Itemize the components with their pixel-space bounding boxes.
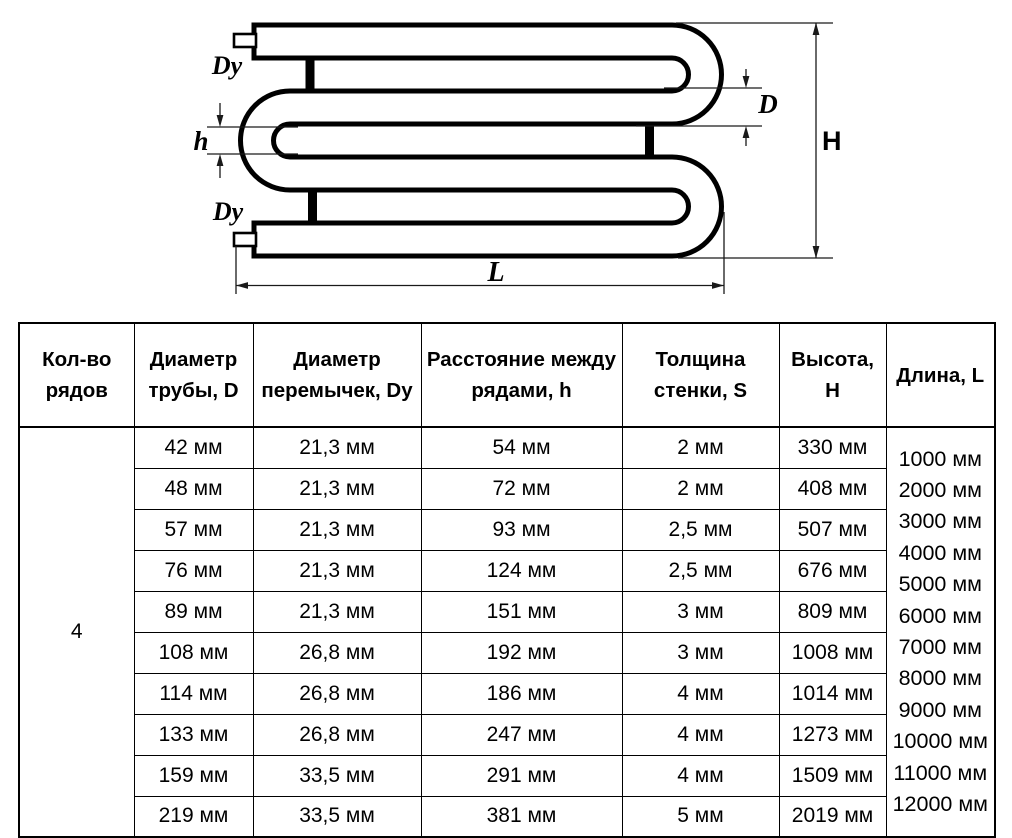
dimension-h xyxy=(207,103,298,178)
length-arrow-right-icon xyxy=(712,282,724,289)
cell-s: 3 мм xyxy=(622,632,779,673)
register-diagram xyxy=(0,0,1012,315)
cell-d: 48 мм xyxy=(134,468,253,509)
cell-d: 159 мм xyxy=(134,755,253,796)
table-row xyxy=(19,427,995,468)
cell-dy: 26,8 мм xyxy=(253,673,421,714)
h-arrow-down-icon xyxy=(217,115,224,127)
cell-d: 76 мм xyxy=(134,550,253,591)
dimension-height xyxy=(676,23,833,258)
cell-height: 507 мм xyxy=(779,509,886,550)
cell-s: 4 мм xyxy=(622,755,779,796)
length-option: 1000 мм xyxy=(898,446,982,471)
cell-s: 2 мм xyxy=(622,427,779,468)
cell-dy: 26,8 мм xyxy=(253,632,421,673)
spec-table xyxy=(18,322,996,838)
table-row xyxy=(19,550,995,591)
length-option: 7000 мм xyxy=(898,635,982,659)
cell-h: 151 мм xyxy=(421,591,622,632)
cell-height: 809 мм xyxy=(779,591,886,632)
h-arrow-up-icon xyxy=(217,154,224,166)
cell-h: 291 мм xyxy=(421,755,622,796)
table-row xyxy=(19,632,995,673)
table-row xyxy=(19,468,995,509)
cell-d: 133 мм xyxy=(134,714,253,755)
cell-h: 124 мм xyxy=(421,550,622,591)
cell-dy: 21,3 мм xyxy=(253,509,421,550)
cell-s: 2 мм xyxy=(622,468,779,509)
cell-h: 186 мм xyxy=(421,673,622,714)
d-arrow-up-icon xyxy=(743,126,750,138)
d-arrow-down-icon xyxy=(743,76,750,88)
cell-h: 381 мм xyxy=(421,796,622,837)
cell-dy: 21,3 мм xyxy=(253,468,421,509)
cell-dy: 26,8 мм xyxy=(253,714,421,755)
height-arrow-up-icon xyxy=(813,23,820,36)
header-row xyxy=(19,323,995,427)
cell-height: 676 мм xyxy=(779,550,886,591)
label-d: D xyxy=(758,89,778,119)
cell-row-count: 4 xyxy=(19,427,134,837)
table-row xyxy=(19,509,995,550)
column-header-wall-thickness: Толщина стенки, S xyxy=(622,323,779,427)
height-arrow-down-icon xyxy=(813,246,820,259)
cell-d: 42 мм xyxy=(134,427,253,468)
column-header-pipe-diameter: Диаметр трубы, D xyxy=(134,323,253,427)
cell-h: 247 мм xyxy=(421,714,622,755)
cell-dy: 21,3 мм xyxy=(253,591,421,632)
column-header-row-count: Кол-во рядов xyxy=(19,323,134,427)
outlet-stub-bottom xyxy=(234,233,256,246)
label-length: L xyxy=(487,257,505,288)
column-header-row-spacing: Расстояние между рядами, h xyxy=(421,323,622,427)
cell-s: 4 мм xyxy=(622,714,779,755)
cell-s: 2,5 мм xyxy=(622,509,779,550)
table-row xyxy=(19,714,995,755)
cell-h: 54 мм xyxy=(421,427,622,468)
cell-h: 192 мм xyxy=(421,632,622,673)
cell-height: 330 мм xyxy=(779,427,886,468)
cell-height: 408 мм xyxy=(779,468,886,509)
length-option: 3000 мм xyxy=(898,509,982,534)
inlet-stub-top xyxy=(234,34,256,47)
cell-s: 3 мм xyxy=(622,591,779,632)
cell-height: 2019 мм xyxy=(779,796,886,837)
length-option: 5000 мм xyxy=(898,572,982,597)
label-height: H xyxy=(822,126,842,156)
pipe-register-drawing xyxy=(0,0,1012,315)
cell-dy: 21,3 мм xyxy=(253,427,421,468)
cell-d: 219 мм xyxy=(134,796,253,837)
table-row xyxy=(19,591,995,632)
cell-height: 1014 мм xyxy=(779,673,886,714)
jumper-left-top xyxy=(306,57,315,93)
cell-s: 5 мм xyxy=(622,796,779,837)
length-option: 8000 мм xyxy=(898,666,982,691)
cell-d: 114 мм xyxy=(134,673,253,714)
length-option: 2000 мм xyxy=(898,477,982,502)
length-option: 4000 мм xyxy=(898,540,982,565)
cell-d: 89 мм xyxy=(134,591,253,632)
cell-height: 1008 мм xyxy=(779,632,886,673)
cell-dy: 21,3 мм xyxy=(253,550,421,591)
jumper-left-bottom xyxy=(308,188,317,225)
column-header-height: Высота, H xyxy=(779,323,886,427)
cell-s: 4 мм xyxy=(622,673,779,714)
cell-d: 57 мм xyxy=(134,509,253,550)
cell-d: 108 мм xyxy=(134,632,253,673)
dimension-d xyxy=(636,69,762,146)
length-option: 12000 мм xyxy=(892,792,988,817)
cell-height: 1273 мм xyxy=(779,714,886,755)
table-row xyxy=(19,755,995,796)
cell-dy: 33,5 мм xyxy=(253,796,421,837)
cell-h: 72 мм xyxy=(421,468,622,509)
table-row xyxy=(19,796,995,837)
label-dy-top: Dy xyxy=(211,51,243,80)
length-option: 10000 мм xyxy=(892,729,988,754)
length-arrow-left-icon xyxy=(236,282,248,289)
jumper-right-middle xyxy=(645,122,654,159)
length-option: 6000 мм xyxy=(898,603,982,628)
table-row xyxy=(19,673,995,714)
label-h: h xyxy=(193,126,209,156)
cell-s: 2,5 мм xyxy=(622,550,779,591)
label-dy-bottom: Dy xyxy=(212,197,244,226)
length-option: 9000 мм xyxy=(898,697,982,722)
column-header-length: Длина, L xyxy=(886,323,995,427)
column-header-jumper-diameter: Диаметр перемычек, Dy xyxy=(253,323,421,427)
cell-lengths xyxy=(886,427,995,837)
cell-height: 1509 мм xyxy=(779,755,886,796)
length-option: 11000 мм xyxy=(893,760,988,785)
cell-h: 93 мм xyxy=(421,509,622,550)
cell-dy: 33,5 мм xyxy=(253,755,421,796)
